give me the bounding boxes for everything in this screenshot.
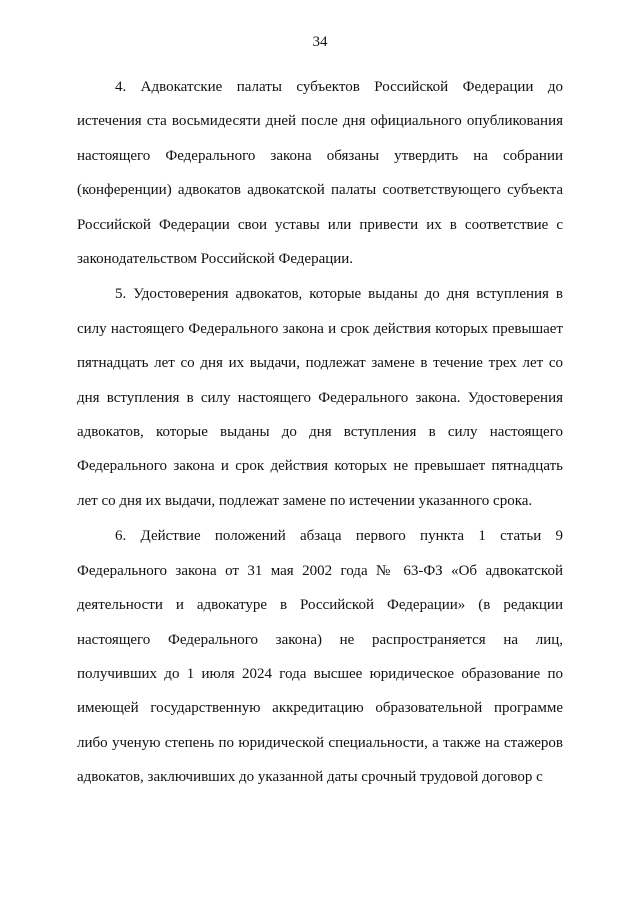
document-body <box>77 70 563 796</box>
paragraph-6: 6. Действие положений абзаца первого пункта 1 статьи 9 Федерального закона от 31 мая 2002 года № 63-ФЗ «Об адвокатской деятельности и адвокатуре в Российской Федерации» (в редакции настоящего Федерального закона) не распространяется на лиц, получивших до 1 июля 2024 года высшее юридическое образование по имеющей государственную аккредитацию образовательной программе либо ученую степень по юридической специальности, а также на стажеров адвокатов, заключивших до указанной даты срочный трудовой договор с <box>77 528 563 786</box>
page-number: 34 <box>312 34 328 50</box>
paragraph-5: 5. Удостоверения адвокатов, которые выданы до дня вступления в силу настоящего Федерального закона и срок действия которых превышает пятнадцать лет со дня их выдачи, подлежат замене в течение трех лет со дня вступления в силу настоящего Федерального закона. Удостоверения адвокатов, которые выданы до дня вступления в силу настоящего Федерального закона и срок действия которых не превышает пятнадцать лет со дня их выдачи, подлежат замене по истечении указанного срока. <box>77 286 563 509</box>
paragraph-4: 4. Адвокатские палаты субъектов Российской Федерации до истечения ста восьмидесяти дней после дня официального опубликования настоящего Федерального закона обязаны утвердить на собрании (конференции) адвокатов адвокатской палаты соответствующего субъекта Российской Федерации свои уставы или привести их в соответствие с законодательством Российской Федерации. <box>77 79 563 268</box>
